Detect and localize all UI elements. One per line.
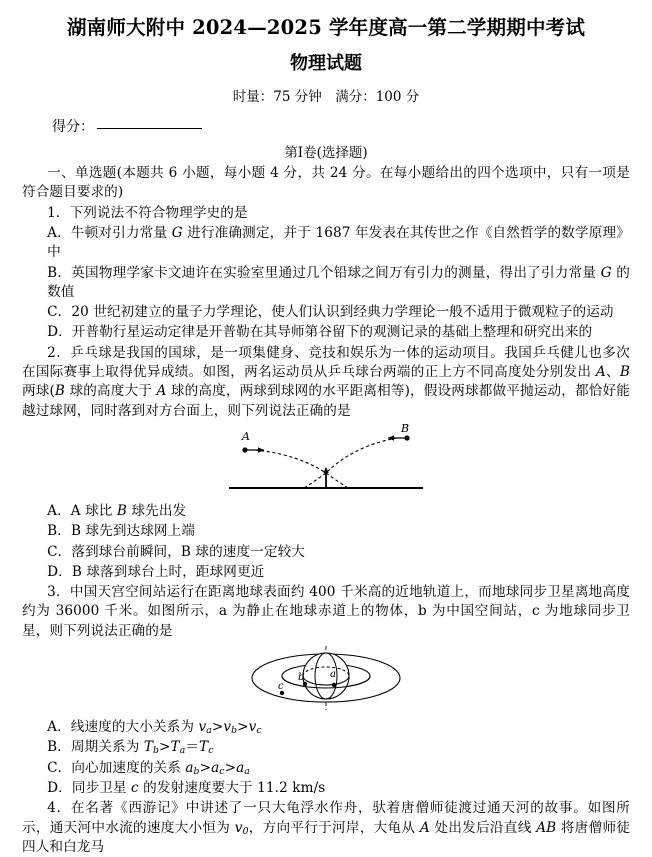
earth-satellite-orbit-diagram xyxy=(22,644,630,716)
ball-b-label: B xyxy=(401,423,410,435)
question-3-option-a: A．线速度的大小关系为 $v_a>v_b>v_c$ xyxy=(47,719,262,737)
trajectory-ball-a-landing xyxy=(326,473,348,488)
question-3-option-b: B．周期关系为 $T_b>T_a=T_c$ xyxy=(47,739,214,757)
exam-title: 湖南师大附中 2024—2025 学年度高一第二学期期中考试 xyxy=(66,16,586,39)
trajectory-ball-b xyxy=(326,438,397,473)
ping-pong-figure-svg xyxy=(211,424,441,496)
point-b-label: b xyxy=(298,672,305,684)
section-one-instructions: 一、单选题(本题共 6 小题，每小题 4 分，共 24 分。在每小题给出的四个选项中，只有一项是符合题目要求的) xyxy=(22,165,630,201)
score-line xyxy=(22,117,630,138)
section-heading-paper-one: 第I卷(选择题) xyxy=(284,145,368,162)
trajectory-ball-a xyxy=(255,450,326,473)
point-a-label: a xyxy=(330,669,336,681)
ball-a-label: A xyxy=(242,429,250,443)
ping-pong-projectile-diagram xyxy=(22,424,630,500)
net-height-arrowhead xyxy=(323,467,328,473)
question-3-option-d: D．同步卫星 c 的发射速度要大于 11.2 km/s xyxy=(47,779,326,796)
question-1-option-d: D．开普勒行星运动定律是开普勒在其导师第谷留下的观测记录的基础上整理和研究出来的 xyxy=(47,324,593,341)
question-2-option-c: C．落到球台前瞬间，B 球的速度一定较大 xyxy=(47,543,305,560)
question-4-stem: 4．在名著《西游记》中讲述了一只大龟浮水作舟，驮着唐僧师徒渡过通天河的故事。如图所示，通天河中水流的速度大小恒为 $v_0$，方向平行于河岸，大龟从 A 处出发后沿直线 AB 将唐僧师徒四人和白龙马 xyxy=(22,800,631,855)
question-2-option-d: D．B 球落到球台上时，距球网更近 xyxy=(47,563,265,580)
score-label: 得分： xyxy=(52,118,94,135)
question-3-stem: 3．中国天宫空间站运行在距离地球表面约 400 千米高的近地轨道上，而地球同步卫星离地高度约为 36000 千米。如图所示，a 为静止在地球赤道上的物体，b 为中国空间站，c 为地球同步卫星，则下列说法正确的是 xyxy=(22,584,630,639)
trajectory-ball-b-landing xyxy=(304,473,326,488)
question-1-option-c: C．20 世纪初建立的量子力学理论，使人们认识到经典力学理论一般不适用于微观粒子的运动 xyxy=(47,304,614,321)
orbit-figure-svg xyxy=(226,644,426,712)
question-1-stem: 1．下列说法不符合物理学史的是 xyxy=(47,204,248,221)
question-2-stem: 2．乒乓球是我国的国球，是一项集健身、竞技和娱乐为一体的运动项目。我国乒乓健儿也多次在国际赛事上取得优异成绩。如图，两名运动员从乒乓球台两端的正上方不同高度处分别发出 A、B 两球(B 球的高度大于 A 球的高度，两球到球网的水平距离相等)，假设两球都做平抛运动，都恰好能越过球网，同时落到对方台面上，则下列说法正确的是 xyxy=(22,344,630,419)
question-1-option-a: A．牛顿对引力常量 G 进行准确测定，并于 1687 年发表在其传世之作《自然哲学的数学原理》中 xyxy=(47,224,631,261)
earth-sphere xyxy=(303,653,349,699)
question-3-option-c: C．向心加速度的关系 $a_b>a_c>a_a$ xyxy=(47,759,250,777)
ball-a-arrowhead xyxy=(258,447,264,453)
point-a-dot xyxy=(332,683,336,687)
question-2-option-b: B．B 球先到达球网上端 xyxy=(47,523,195,540)
exam-meta-line: 时量：75 分钟 满分：100 分 xyxy=(232,89,420,106)
question-1-option-b: B．英国物理学家卡文迪许在实验室里通过几个铅球之间万有引力的测量，得出了引力常量 G 的数值 xyxy=(47,264,630,300)
question-2-option-a: A．A 球比 B 球先出发 xyxy=(47,502,187,519)
score-blank-rule xyxy=(97,117,202,129)
paper-title: 物理试题 xyxy=(290,53,362,75)
point-c-label: c xyxy=(278,681,284,693)
